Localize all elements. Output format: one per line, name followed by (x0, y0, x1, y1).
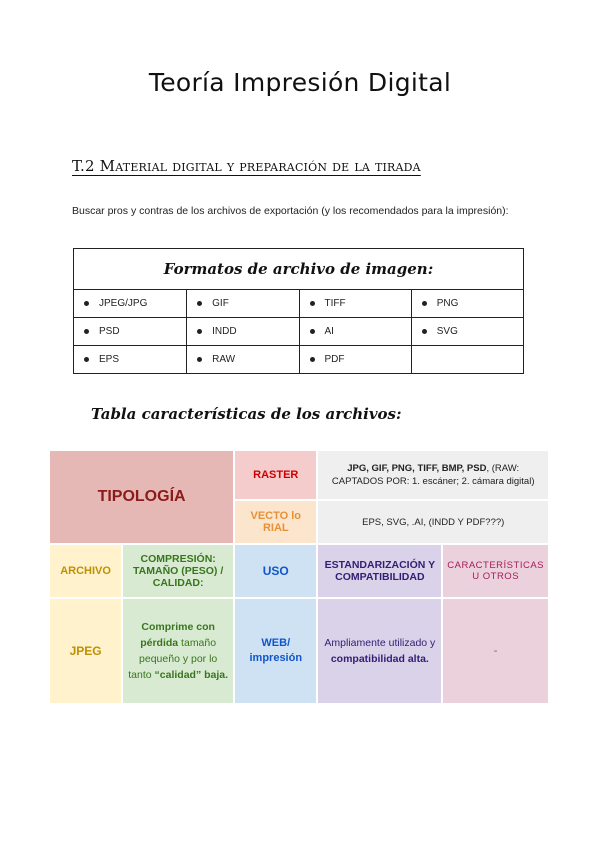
format-cell (187, 346, 299, 374)
format-label: PDF (324, 354, 345, 365)
bullet-icon (84, 357, 89, 362)
header-uso: USO (235, 545, 316, 597)
table-row (74, 346, 524, 374)
vector-label: VECTO lo RIAL (235, 501, 316, 543)
format-cell-empty (411, 346, 523, 374)
format-cell (299, 290, 411, 318)
format-cell (74, 346, 187, 374)
format-label: AI (324, 326, 334, 337)
format-label: TIFF (324, 298, 346, 309)
comp-bold-2: “calidad” baja. (154, 669, 229, 681)
bullet-icon (197, 357, 202, 362)
tipologia-cell: TIPOLOGÍA (50, 451, 233, 543)
header-caracteristicas: CARACTERÍSTICAS U OTROS (443, 545, 548, 597)
section-subtitle: T.2 Material digital y preparación de la tirada (72, 157, 421, 175)
bullet-icon (422, 301, 427, 306)
raster-formats (318, 451, 548, 499)
raster-label: RASTER (235, 451, 316, 499)
header-compresion: COMPRESIÓN: TAMAÑO (PESO) / CALIDAD: (123, 545, 233, 597)
estd-text: Ampliamente utilizado y (324, 637, 436, 649)
format-label: EPS (99, 354, 120, 365)
row-estandarizacion (318, 599, 441, 703)
formats-table (73, 248, 524, 374)
format-label: GIF (212, 298, 229, 309)
format-cell (74, 290, 187, 318)
comp-bold-1: Comprime con pérdida (140, 621, 215, 649)
format-cell (411, 290, 523, 318)
table-row (50, 451, 548, 499)
formats-table-header: Formatos de archivo de imagen: (74, 249, 524, 290)
vector-formats: EPS, SVG, .AI, (INDD Y PDF???) (318, 501, 548, 543)
format-label: PSD (99, 326, 120, 337)
table-row (74, 290, 524, 318)
page-title: Teoría Impresión Digital (148, 68, 452, 97)
format-cell (187, 290, 299, 318)
row-archivo: JPEG (50, 599, 121, 703)
intro-text: Buscar pros y contras de los archivos de exportación (y los recomendados para la impresión): (72, 205, 509, 217)
bullet-icon (422, 329, 427, 334)
chars-heading: Tabla características de los archivos: (91, 405, 402, 423)
bullet-icon (197, 329, 202, 334)
bullet-icon (310, 301, 315, 306)
format-label: SVG (436, 326, 458, 337)
format-cell (411, 318, 523, 346)
format-label: RAW (212, 354, 236, 365)
header-archivo: ARCHIVO (50, 545, 121, 597)
table-row (50, 599, 548, 703)
bullet-icon (84, 329, 89, 334)
comp-text: tamaño pequeño y por lo tanto (128, 637, 218, 681)
format-label: INDD (212, 326, 237, 337)
row-uso: WEB/ impresión (235, 599, 316, 703)
bullet-icon (197, 301, 202, 306)
header-estandarizacion: ESTANDARIZACIÓN Y COMPATIBILIDAD (318, 545, 441, 597)
format-cell (74, 318, 187, 346)
bullet-icon (84, 301, 89, 306)
bullet-icon (310, 357, 315, 362)
format-cell (187, 318, 299, 346)
table-row (50, 545, 548, 597)
format-label: PNG (436, 298, 459, 309)
table-row (74, 318, 524, 346)
raster-formats-bold: JPG, GIF, PNG, TIFF, BMP, PSD (347, 463, 487, 474)
format-cell (299, 346, 411, 374)
row-compresion (123, 599, 233, 703)
format-cell (299, 318, 411, 346)
characteristics-table (48, 449, 550, 705)
bullet-icon (310, 329, 315, 334)
estd-bold: compatibilidad alta. (330, 653, 429, 665)
format-label: JPEG/JPG (99, 298, 148, 309)
raster-formats-rest: , (RAW: CAPTADOS POR: 1. escáner; 2. cámara digital) (331, 463, 535, 487)
row-caracteristicas: - (443, 599, 548, 703)
